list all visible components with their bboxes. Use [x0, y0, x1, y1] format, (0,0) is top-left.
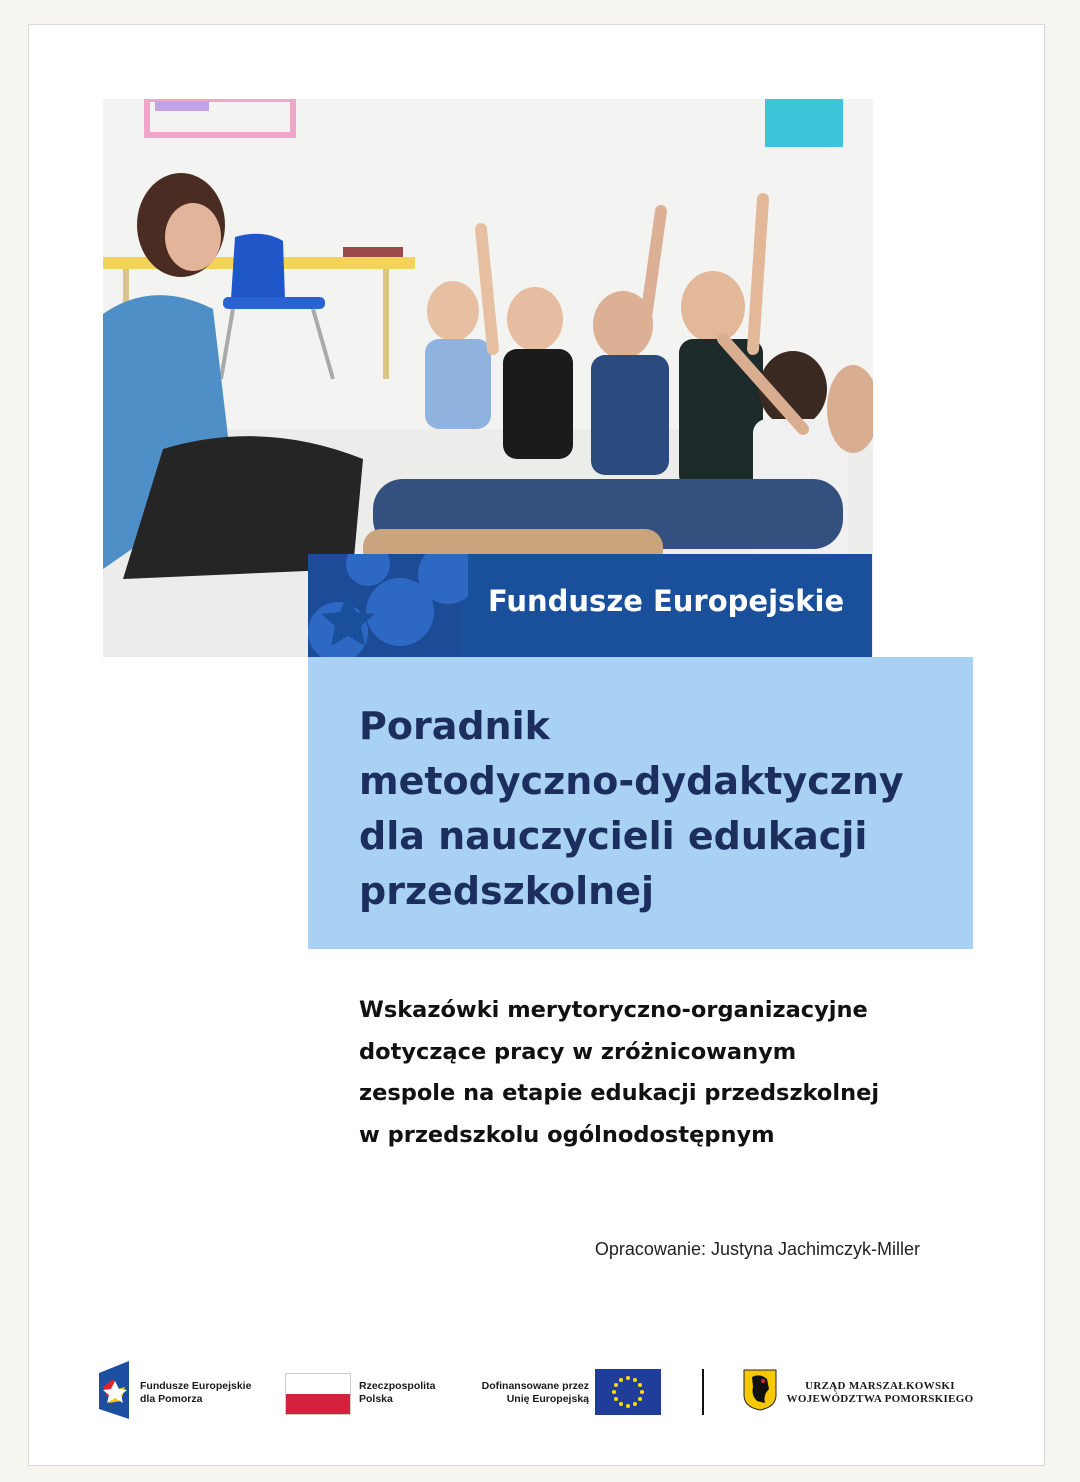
document-subtitle: [359, 990, 959, 1156]
ue-funding-label: [469, 1380, 589, 1405]
logo-text-line: dla Pomorza: [140, 1392, 203, 1405]
logo-text-line: Rzeczpospolita: [359, 1380, 436, 1392]
logo-text-line: Polska: [359, 1392, 393, 1405]
subtitle-line: Wskazówki merytoryczno-organizacyjne: [359, 997, 868, 1023]
polish-flag-icon: [285, 1373, 351, 1415]
title-line: metodyczno-dydaktyczny: [359, 759, 904, 803]
pomorskie-crest-icon: [743, 1369, 777, 1411]
rzeczpospolita-label: [359, 1380, 435, 1405]
fe-pomorze-label: [140, 1380, 251, 1405]
urzad-marszalkowski-label: [785, 1380, 975, 1405]
subtitle-line: w przedszkolu ogólnodostępnym: [359, 1121, 775, 1148]
title-line: przedszkolnej: [359, 869, 655, 913]
subtitle-line: zespole na etapie edukacji przedszkolnej: [359, 1080, 880, 1106]
logo-text-line: Unię Europejską: [506, 1392, 589, 1405]
title-line: Poradnik: [359, 704, 550, 748]
title-box: [308, 657, 973, 949]
banner-label: Fundusze Europejskie: [488, 584, 845, 618]
title-line: dla nauczycieli edukacji: [359, 814, 868, 858]
document-page: [28, 24, 1045, 1466]
document-title: [359, 699, 959, 919]
eu-flag-icon: [595, 1369, 661, 1415]
logo-divider: [702, 1369, 704, 1415]
logo-text-line: Fundusze Europejskie: [140, 1380, 252, 1392]
footer-logos: [99, 1361, 979, 1421]
subtitle-line: dotyczące pracy w zróżnicowanym: [359, 1038, 797, 1065]
fundusze-europejskie-banner: [308, 554, 872, 657]
logo-text-line: URZĄD MARSZAŁKOWSKI: [805, 1380, 955, 1392]
eu-stars-graphic: [308, 554, 468, 657]
author-credit: Opracowanie: Justyna Jachimczyk-Miller: [594, 1239, 920, 1259]
logo-text-line: Dofinansowane przez: [481, 1380, 589, 1392]
fe-pomorze-logo-icon: [99, 1361, 131, 1419]
logo-text-line: WOJEWÓDZTWA POMORSKIEGO: [786, 1392, 974, 1405]
